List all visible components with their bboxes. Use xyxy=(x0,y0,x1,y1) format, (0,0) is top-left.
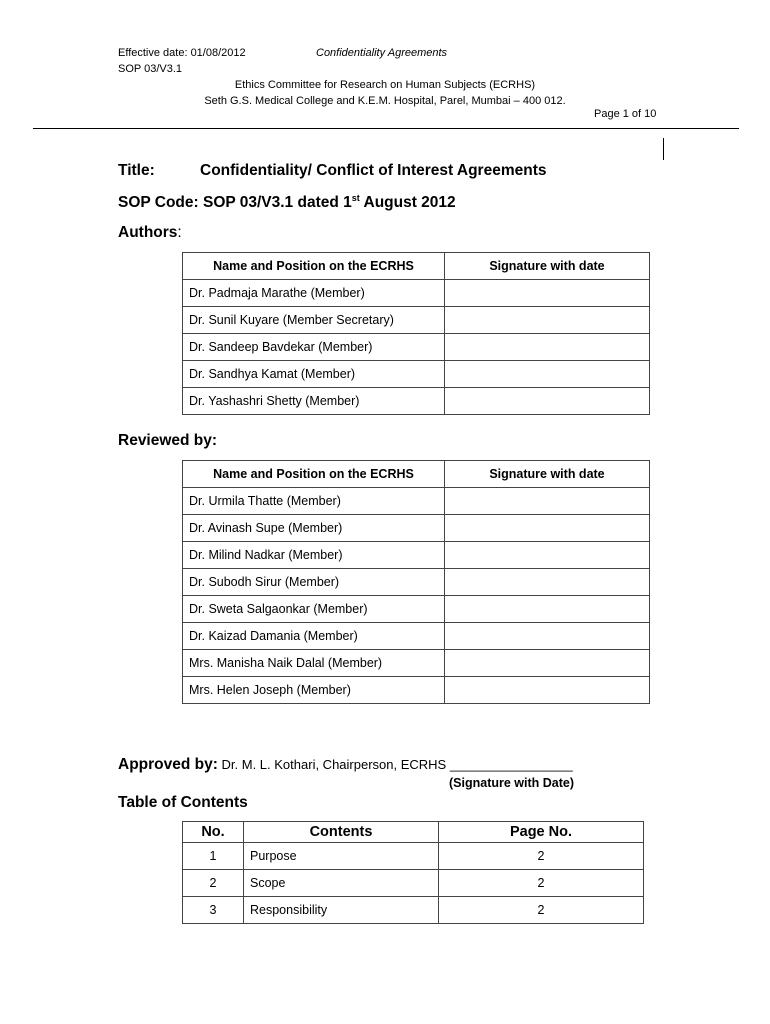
table-row xyxy=(183,897,644,924)
reviewer-name: Mrs. Helen Joseph (Member) xyxy=(183,677,445,704)
col-signature-header: Signature with date xyxy=(445,461,650,488)
reviewer-name: Dr. Subodh Sirur (Member) xyxy=(183,569,445,596)
table-header-row xyxy=(183,822,644,843)
committee-name: Ethics Committee for Research on Human Subjects (ECRHS) xyxy=(234,79,536,91)
toc-page: 2 xyxy=(439,897,644,924)
col-no-header: No. xyxy=(183,822,244,843)
authors-heading: Authors: xyxy=(118,224,182,241)
text-cursor xyxy=(663,138,664,160)
table-row xyxy=(183,650,650,677)
approver-name: Dr. M. L. Kothari, Chairperson, ECRHS _________________ xyxy=(221,757,573,772)
table-row xyxy=(183,280,650,307)
signature-cell[interactable] xyxy=(445,596,650,623)
reviewer-name: Mrs. Manisha Naik Dalal (Member) xyxy=(183,650,445,677)
table-header-row xyxy=(183,461,650,488)
author-name: Dr. Sandeep Bavdekar (Member) xyxy=(183,334,445,361)
sop-ref: SOP 03/V3.1 xyxy=(118,63,183,75)
table-row xyxy=(183,623,650,650)
author-name: Dr. Padmaja Marathe (Member) xyxy=(183,280,445,307)
signature-cell[interactable] xyxy=(445,361,650,388)
toc-table xyxy=(182,821,644,924)
toc-page: 2 xyxy=(439,870,644,897)
table-header-row xyxy=(183,253,650,280)
approved-line xyxy=(118,756,573,774)
table-row xyxy=(183,515,650,542)
signature-cell[interactable] xyxy=(445,677,650,704)
page-number: Page 1 of 10 xyxy=(594,108,657,120)
toc-heading: Table of Contents xyxy=(118,794,248,811)
reviewer-name: Dr. Urmila Thatte (Member) xyxy=(183,488,445,515)
reviewer-name: Dr. Avinash Supe (Member) xyxy=(183,515,445,542)
col-name-header: Name and Position on the ECRHS xyxy=(183,461,445,488)
signature-cell[interactable] xyxy=(445,542,650,569)
table-row xyxy=(183,307,650,334)
author-name: Dr. Sunil Kuyare (Member Secretary) xyxy=(183,307,445,334)
signature-cell[interactable] xyxy=(445,650,650,677)
document-title: Confidentiality/ Conflict of Interest Agreements xyxy=(200,162,547,179)
signature-cell[interactable] xyxy=(445,307,650,334)
reviewer-name: Dr. Milind Nadkar (Member) xyxy=(183,542,445,569)
authors-table xyxy=(182,252,650,415)
reviewed-heading: Reviewed by: xyxy=(118,432,218,449)
table-row xyxy=(183,334,650,361)
sop-code: SOP Code: SOP 03/V3.1 dated 1st August 2012 xyxy=(118,193,456,212)
col-signature-header: Signature with date xyxy=(445,253,650,280)
reviewer-name: Dr. Kaizad Damania (Member) xyxy=(183,623,445,650)
effective-date: Effective date: 01/08/2012 xyxy=(118,47,246,59)
signature-cell[interactable] xyxy=(445,569,650,596)
table-row xyxy=(183,542,650,569)
table-row xyxy=(183,870,644,897)
col-page-header: Page No. xyxy=(439,822,644,843)
toc-page: 2 xyxy=(439,843,644,870)
signature-cell[interactable] xyxy=(445,623,650,650)
doc-topic: Confidentiality Agreements xyxy=(316,47,448,59)
table-row xyxy=(183,596,650,623)
toc-number: 3 xyxy=(183,897,244,924)
toc-number: 1 xyxy=(183,843,244,870)
signature-cell[interactable] xyxy=(445,388,650,415)
signature-cell[interactable] xyxy=(445,515,650,542)
toc-number: 2 xyxy=(183,870,244,897)
approved-label: Approved by: xyxy=(118,756,218,773)
toc-item[interactable]: Scope xyxy=(244,870,439,897)
toc-item[interactable]: Responsibility xyxy=(244,897,439,924)
signature-note: (Signature with Date) xyxy=(449,776,575,790)
signature-cell[interactable] xyxy=(445,334,650,361)
col-contents-header: Contents xyxy=(244,822,439,843)
table-row xyxy=(183,843,644,870)
author-name: Dr. Sandhya Kamat (Member) xyxy=(183,361,445,388)
table-row xyxy=(183,677,650,704)
header-rule xyxy=(33,128,739,129)
institution-name: Seth G.S. Medical College and K.E.M. Hospital, Parel, Mumbai – 400 012. xyxy=(204,95,566,107)
toc-item[interactable]: Purpose xyxy=(244,843,439,870)
author-name: Dr. Yashashri Shetty (Member) xyxy=(183,388,445,415)
col-name-header: Name and Position on the ECRHS xyxy=(183,253,445,280)
title-label: Title: xyxy=(118,162,155,179)
signature-cell[interactable] xyxy=(445,488,650,515)
reviewers-table xyxy=(182,460,650,704)
table-row xyxy=(183,361,650,388)
reviewer-name: Dr. Sweta Salgaonkar (Member) xyxy=(183,596,445,623)
table-row xyxy=(183,388,650,415)
table-row xyxy=(183,488,650,515)
signature-cell[interactable] xyxy=(445,280,650,307)
table-row xyxy=(183,569,650,596)
